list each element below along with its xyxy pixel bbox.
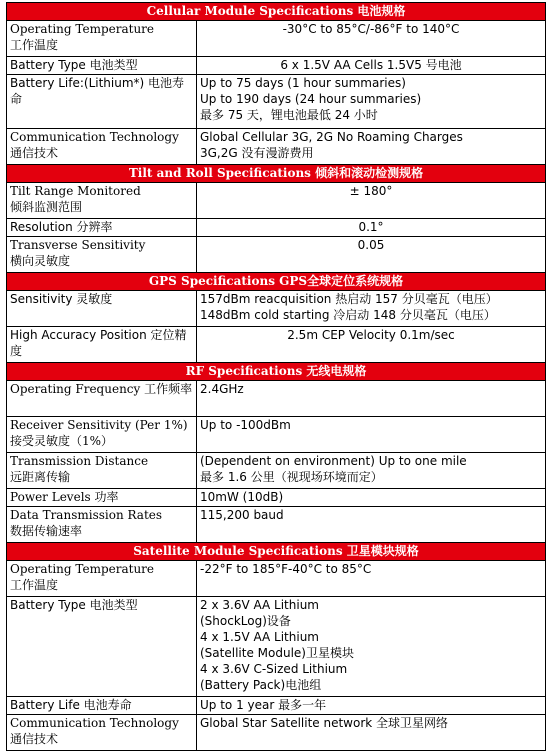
section-header-gps bbox=[7, 273, 546, 291]
spec-value bbox=[197, 129, 546, 165]
spec-label bbox=[7, 453, 197, 489]
spec-value: -30°C to 85°C/-86°F to 140°C bbox=[197, 21, 546, 57]
section-header-satellite bbox=[7, 543, 546, 561]
spec-label bbox=[7, 129, 197, 165]
spec-value-line: 148dBm cold starting 冷启动 148 分贝毫瓦（电压） bbox=[200, 308, 496, 322]
spec-label-en: Tilt Range Monitored bbox=[10, 184, 141, 198]
spec-value-line: 2 x 3.6V AA Lithium bbox=[200, 598, 319, 612]
spec-label bbox=[7, 75, 197, 129]
spec-value-line: (Dependent on environment) Up to one mile bbox=[200, 454, 467, 468]
spec-label: Sensitivity 灵敏度 bbox=[7, 291, 197, 327]
spec-label bbox=[7, 237, 197, 273]
section-title: Satellite Module Specifications 卫星模块规格 bbox=[7, 543, 546, 561]
section-title: RF Specifications 无线电规格 bbox=[7, 363, 546, 381]
spec-row-cellular-battery-life bbox=[7, 75, 546, 129]
spec-value-line: 最多 1.6 公里（视现场环境而定） bbox=[200, 470, 383, 484]
spec-label bbox=[7, 327, 197, 363]
spec-label-en: Operating Temperature bbox=[10, 562, 155, 576]
specifications-table bbox=[6, 2, 546, 751]
spec-value: ± 180° bbox=[197, 183, 546, 219]
spec-value: 2.4GHz bbox=[197, 381, 546, 417]
spec-label-en: Communication Technology bbox=[10, 130, 179, 144]
spec-value: 2.5m CEP Velocity 0.1m/sec bbox=[197, 327, 546, 363]
spec-sheet bbox=[6, 2, 546, 751]
spec-row-satellite-battery-life bbox=[7, 697, 546, 715]
spec-label-en: Operating Temperature bbox=[10, 22, 155, 36]
spec-label-en: Transmission Distance bbox=[10, 454, 149, 468]
spec-value: 115,200 baud bbox=[197, 507, 546, 543]
spec-value-line: 3G,2G 没有漫游费用 bbox=[200, 146, 314, 160]
spec-value-line: 157dBm reacquisition 热启动 157 分贝毫瓦（电压） bbox=[200, 292, 498, 306]
spec-row-rf-frequency bbox=[7, 381, 546, 417]
spec-label bbox=[7, 21, 197, 57]
spec-label bbox=[7, 561, 197, 597]
spec-label: Power Levels 功率 bbox=[7, 489, 197, 507]
spec-row-satellite-operating-temperature bbox=[7, 561, 546, 597]
spec-row-rf-data-rates bbox=[7, 507, 546, 543]
spec-label-text: Receiver Sensitivity (Per 1%) 接受灵敏度（1%） bbox=[10, 418, 188, 448]
spec-row-rf-power bbox=[7, 489, 546, 507]
spec-label: Resolution 分辨率 bbox=[7, 219, 197, 237]
spec-row-satellite-communication bbox=[7, 715, 546, 751]
spec-value-line: Up to 190 days (24 hour summaries) bbox=[200, 92, 422, 106]
spec-value bbox=[197, 453, 546, 489]
spec-value: Up to -100dBm bbox=[197, 417, 546, 453]
spec-label-cn: 倾斜监测范围 bbox=[10, 200, 83, 214]
spec-label bbox=[7, 381, 197, 417]
spec-label-cn: 横向灵敏度 bbox=[10, 254, 71, 268]
spec-value-line: 最多 75 天，锂电池最低 24 小时 bbox=[200, 108, 378, 122]
spec-row-satellite-battery-type bbox=[7, 597, 546, 697]
section-title: Tilt and Roll Specifications 倾斜和滚动检测规格 bbox=[7, 165, 546, 183]
spec-value bbox=[197, 75, 546, 129]
spec-value-line: (Satellite Module)卫星模块 bbox=[200, 646, 354, 660]
spec-value bbox=[197, 597, 546, 697]
spec-label: Battery Type 电池类型 bbox=[7, 597, 197, 697]
spec-label-cn: 数据传输速率 bbox=[10, 524, 83, 538]
spec-label bbox=[7, 507, 197, 543]
spec-row-tilt-transverse bbox=[7, 237, 546, 273]
section-header-cellular bbox=[7, 3, 546, 21]
spec-label: Battery Life 电池寿命 bbox=[7, 697, 197, 715]
spec-value: Up to 1 year 最多一年 bbox=[197, 697, 546, 715]
spec-label: Battery Type 电池类型 bbox=[7, 57, 197, 75]
spec-value: 10mW (10dB) bbox=[197, 489, 546, 507]
spec-label-en: Communication Technology bbox=[10, 716, 179, 730]
spec-row-cellular-communication bbox=[7, 129, 546, 165]
spec-value-line: Global Cellular 3G, 2G No Roaming Charges bbox=[200, 130, 463, 144]
spec-row-tilt-range bbox=[7, 183, 546, 219]
spec-label-text: Operating Frequency 工作频率 bbox=[10, 382, 193, 396]
spec-label bbox=[7, 715, 197, 751]
spec-value-line: 4 x 1.5V AA Lithium bbox=[200, 630, 319, 644]
section-title: GPS Specifications GPS全球定位系统规格 bbox=[7, 273, 546, 291]
spec-label-en: Data Transmission Rates bbox=[10, 508, 163, 522]
spec-label-cn: 工作温度 bbox=[10, 38, 59, 52]
spec-label bbox=[7, 183, 197, 219]
section-header-rf bbox=[7, 363, 546, 381]
spec-row-gps-accuracy bbox=[7, 327, 546, 363]
spec-value: Global Star Satellite network 全球卫星网络 bbox=[197, 715, 546, 751]
spec-label bbox=[7, 417, 197, 453]
spec-row-tilt-resolution bbox=[7, 219, 546, 237]
spec-value-line: (ShockLog)设备 bbox=[200, 614, 291, 628]
spec-value-line: Up to 75 days (1 hour summaries) bbox=[200, 76, 406, 90]
spec-row-cellular-operating-temperature bbox=[7, 21, 546, 57]
spec-value: -22°F to 185°F-40°C to 85°C bbox=[197, 561, 546, 597]
spec-value-line: 4 x 3.6V C-Sized Lithium bbox=[200, 662, 348, 676]
spec-label-text: Battery Life:(Lithium*) 电池寿命 bbox=[10, 76, 185, 106]
spec-label-cn: 远距离传输 bbox=[10, 470, 71, 484]
spec-row-rf-distance bbox=[7, 453, 546, 489]
spec-value-line: (Battery Pack)电池组 bbox=[200, 678, 322, 692]
spec-label-cn: 通信技术 bbox=[10, 146, 59, 160]
spec-row-rf-receiver-sensitivity bbox=[7, 417, 546, 453]
spec-value: 6 x 1.5V AA Cells 1.5V5 号电池 bbox=[197, 57, 546, 75]
section-title: Cellular Module Specifications 电池规格 bbox=[7, 3, 546, 21]
spec-value bbox=[197, 291, 546, 327]
spec-label-cn: 通信技术 bbox=[10, 732, 59, 746]
spec-value: 0.1° bbox=[197, 219, 546, 237]
section-header-tilt bbox=[7, 165, 546, 183]
spec-label-cn: 工作温度 bbox=[10, 578, 59, 592]
spec-label-en: Transverse Sensitivity bbox=[10, 238, 146, 252]
spec-row-gps-sensitivity bbox=[7, 291, 546, 327]
spec-row-cellular-battery-type bbox=[7, 57, 546, 75]
spec-label-text: High Accuracy Position 定位精度 bbox=[10, 328, 187, 358]
spec-value: 0.05 bbox=[197, 237, 546, 273]
